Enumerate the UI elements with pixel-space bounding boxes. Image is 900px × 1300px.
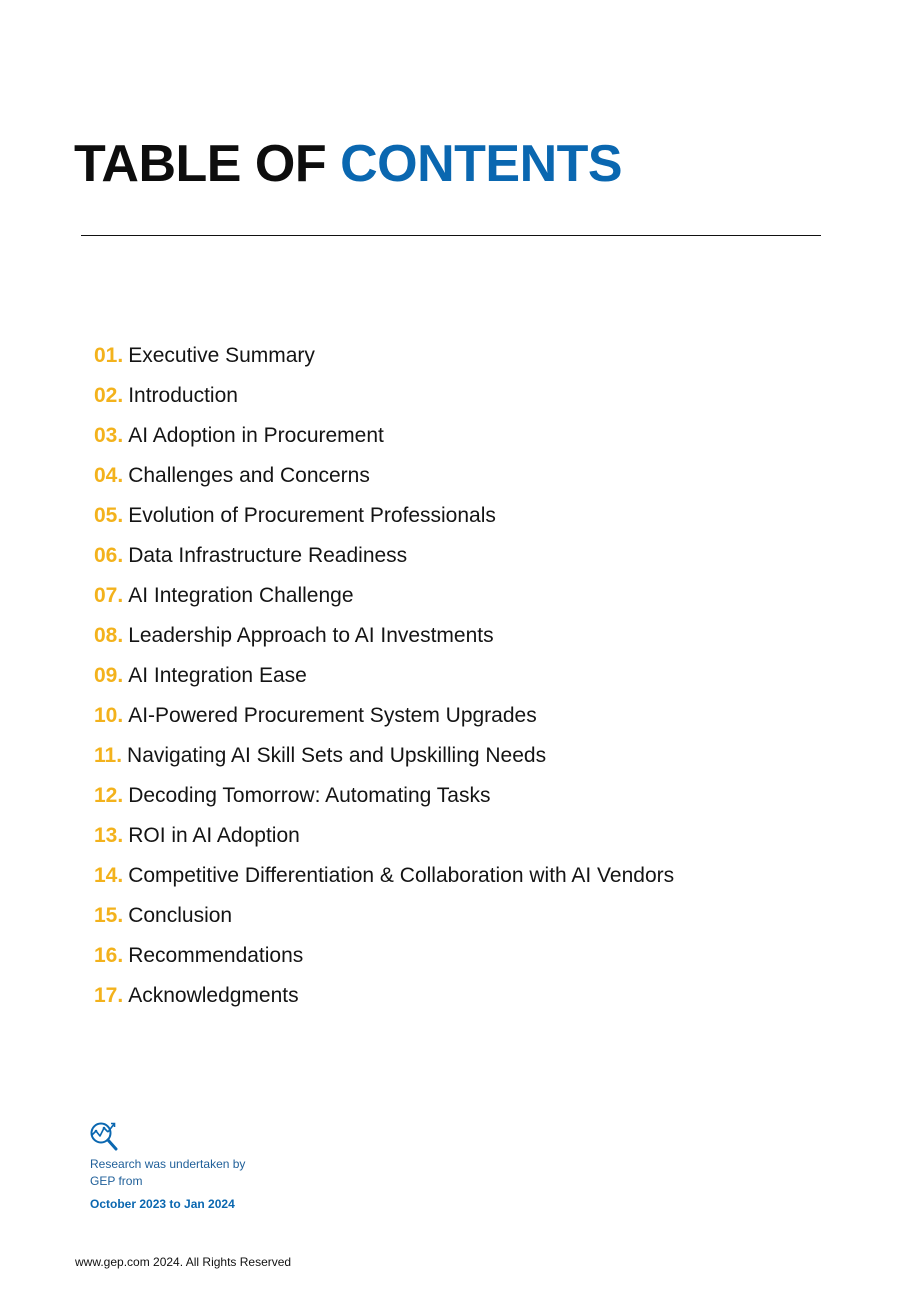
toc-item-number: 16.: [94, 944, 124, 967]
toc-item-label: AI Integration Ease: [128, 664, 307, 687]
research-note: Research was undertaken by GEP from: [90, 1157, 246, 1188]
toc-item-label: Acknowledgments: [128, 984, 299, 1007]
toc-item-label: AI Integration Challenge: [128, 584, 354, 607]
toc-item[interactable]: [94, 499, 674, 539]
toc-item[interactable]: [94, 899, 674, 939]
toc-item[interactable]: [94, 979, 674, 1019]
toc-item[interactable]: [94, 579, 674, 619]
toc-item-number: 07.: [94, 584, 124, 607]
toc-item[interactable]: [94, 699, 674, 739]
toc-item-number: 02.: [94, 384, 124, 407]
toc-item[interactable]: [94, 539, 674, 579]
research-chart-magnifier-icon: [89, 1120, 121, 1154]
page-title: [74, 132, 622, 196]
toc-item[interactable]: [94, 659, 674, 699]
toc-item-label: Navigating AI Skill Sets and Upskilling Needs: [127, 744, 547, 767]
toc-list: [94, 339, 674, 1019]
toc-item-number: 14.: [94, 864, 124, 887]
toc-item-number: 08.: [94, 624, 124, 647]
toc-item-label: AI-Powered Procurement System Upgrades: [128, 704, 537, 727]
toc-item[interactable]: [94, 859, 674, 899]
toc-item-number: 09.: [94, 664, 124, 687]
toc-item-label: Data Infrastructure Readiness: [128, 544, 408, 567]
toc-item-label: Challenges and Concerns: [128, 464, 370, 487]
toc-item-label: Introduction: [128, 384, 238, 407]
toc-item[interactable]: [94, 339, 674, 379]
toc-item-number: 01.: [94, 344, 124, 367]
toc-item-label: ROI in AI Adoption: [128, 824, 300, 847]
toc-item[interactable]: [94, 379, 674, 419]
toc-item-label: Executive Summary: [128, 344, 315, 367]
toc-item-label: AI Adoption in Procurement: [128, 424, 384, 447]
toc-item-label: Evolution of Procurement Professionals: [128, 504, 496, 527]
research-info: [90, 1120, 290, 1211]
toc-item[interactable]: [94, 739, 674, 779]
toc-item-label: Competitive Differentiation & Collaboration with AI Vendors: [128, 864, 675, 887]
toc-item[interactable]: [94, 619, 674, 659]
toc-item-label: Leadership Approach to AI Investments: [128, 624, 494, 647]
toc-item[interactable]: [94, 939, 674, 979]
toc-item[interactable]: [94, 819, 674, 859]
toc-item-number: 13.: [94, 824, 124, 847]
footer-copyright: www.gep.com 2024. All Rights Reserved: [75, 1255, 292, 1269]
toc-item[interactable]: [94, 419, 674, 459]
research-period: October 2023 to Jan 2024: [90, 1197, 235, 1211]
toc-item-number: 10.: [94, 704, 124, 727]
toc-item-label: Decoding Tomorrow: Automating Tasks: [128, 784, 491, 807]
toc-item-number: 05.: [94, 504, 124, 527]
title-divider: [81, 235, 821, 236]
toc-item[interactable]: [94, 459, 674, 499]
toc-item-label: Recommendations: [128, 944, 304, 967]
toc-item-number: 15.: [94, 904, 124, 927]
toc-item-number: 03.: [94, 424, 124, 447]
toc-item-number: 11.: [94, 744, 123, 767]
toc-item[interactable]: [94, 779, 674, 819]
title-part-2: CONTENTS: [340, 135, 623, 193]
toc-item-number: 06.: [94, 544, 124, 567]
toc-item-number: 17.: [94, 984, 124, 1007]
toc-item-number: 04.: [94, 464, 124, 487]
title-part-1: TABLE OF: [74, 135, 327, 193]
toc-item-number: 12.: [94, 784, 124, 807]
toc-item-label: Conclusion: [128, 904, 233, 927]
